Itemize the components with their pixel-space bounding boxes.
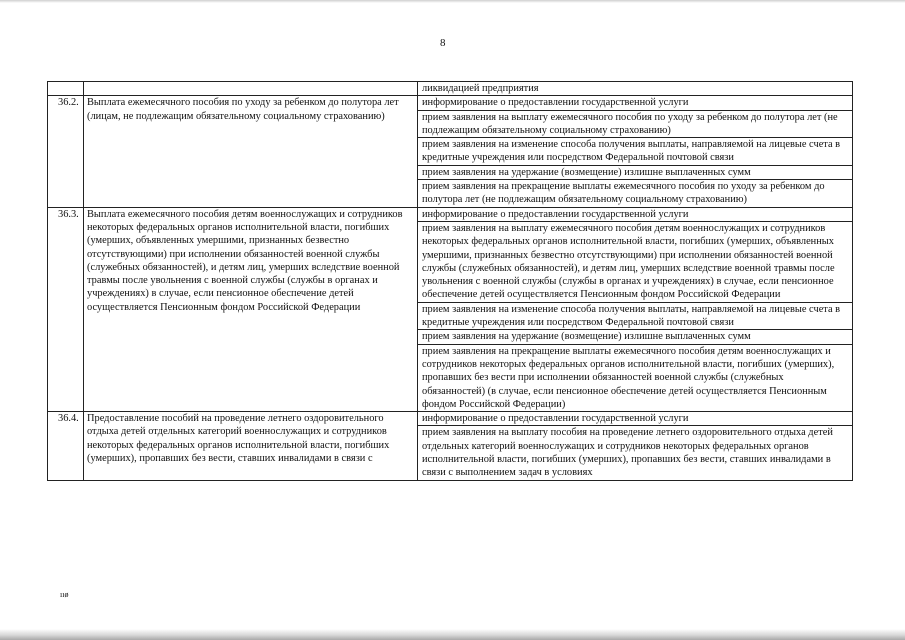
subservice-item: прием заявления на прекращение выплаты ежемесячного пособия по уходу за ребенком до полутора лет (не подлежащим обязательному социальному страхованию) xyxy=(422,181,825,206)
table-row xyxy=(48,207,853,411)
table-cell-empty-num xyxy=(48,82,84,96)
subservice-item: информирование о предоставлении государственной услуги xyxy=(418,412,852,426)
table-row-continuation xyxy=(48,82,853,96)
subservice-item: информирование о предоставлении государственной услуги xyxy=(418,96,852,110)
continuation-text: ликвидацией предприятия xyxy=(422,83,539,94)
services-table xyxy=(47,81,853,481)
service-name: Предоставление пособий на проведение летнего оздоровительного отдыха детей отдельных категорий военнослужащих и сотрудников некоторых федеральных органов исполнительной власти, погибших (умерших), пропавших без вести, ставших инвалидами в связи с xyxy=(84,412,418,480)
subservice-item: прием заявления на изменение способа получения выплаты, направляемой на лицевые счета в кредитные учреждения или посредством Федеральной почтовой связи xyxy=(418,303,852,331)
row-number: 36.4. xyxy=(48,412,84,480)
row-number: 36.2. xyxy=(48,96,84,207)
row-number: 36.3. xyxy=(48,207,84,411)
table-cell-continuation xyxy=(418,82,853,96)
table-row xyxy=(48,96,853,207)
subservice-item: прием заявления на удержание (возмещение) излишне выплаченных сумм xyxy=(418,330,852,344)
service-name: Выплата ежемесячного пособия по уходу за ребенком до полутора лет (лицам, не подлежащим обязательному социальному страхованию) xyxy=(84,96,418,207)
table-cell-empty-name xyxy=(84,82,418,96)
subservice-item: прием заявления на выплату пособия на проведение летнего оздоровительного отдыха детей отдельных категорий военнослужащих и сотрудников некоторых федеральных органов исполнительной власти, погибших (умерших), пропавших без вести, ставших инвалидами в связи с выполнением задач в условиях xyxy=(422,427,833,479)
subservice-list xyxy=(418,207,853,411)
subservice-list xyxy=(418,96,853,207)
subservice-item: информирование о предоставлении государственной услуги xyxy=(418,208,852,222)
subservice-item: прием заявления на прекращение выплаты ежемесячного пособия детям военнослужащих и сотрудников некоторых федеральных органов исполнительной власти, погибших (умерших), пропавших без вести при исполнении обязанностей военной службы (служебных обязанностей) (в случае, если пенсионное обеспечение детей осуществляется Пенсионным фондом Российской Федерации) xyxy=(422,345,835,410)
page-number: 8 xyxy=(440,37,446,49)
subservice-item: прием заявления на изменение способа получения выплаты, направляемой на лицевые счета в кредитные учреждения или посредством Федеральной почтовой связи xyxy=(418,138,852,166)
table-row xyxy=(48,412,853,480)
subservice-item: прием заявления на выплату ежемесячного пособия детям военнослужащих и сотрудников некоторых федеральных органов исполнительной власти, погибших (умерших, объявленных умершими, признанных безвестно отсутствующими) при исполнении обязанностей военной службы (служебных обязанностей), и детям лиц, умерших вследствие военной травмы после увольнения с военной службы (службы в органах и учреждениях) в случае, если пенсионное обеспечение детей осуществляется Пенсионным фондом Российской Федерации xyxy=(418,222,852,303)
footer-mark: ııø xyxy=(60,590,69,599)
subservice-item: прием заявления на удержание (возмещение) излишне выплаченных сумм xyxy=(418,166,852,180)
scan-edge-top xyxy=(0,0,905,3)
subservice-list xyxy=(418,412,853,480)
subservice-item: прием заявления на выплату ежемесячного пособия по уходу за ребенком до полутора лет (не подлежащим обязательному социальному страхованию) xyxy=(418,111,852,139)
service-name: Выплата ежемесячного пособия детям военнослужащих и сотрудников некоторых федеральных органов исполнительной власти, погибших (умерших, объявленных умершими, признанных безвестно отсутствующими) при исполнении обязанностей военной службы (служебных обязанностей), и детям лиц, умерших вследствие военной травмы после увольнения с военной службы (службы в органах и учреждениях) в случае, если пенсионное обеспечение детей осуществляется Пенсионным фондом Российской Федерации xyxy=(84,207,418,411)
scan-edge-bottom xyxy=(0,629,905,640)
